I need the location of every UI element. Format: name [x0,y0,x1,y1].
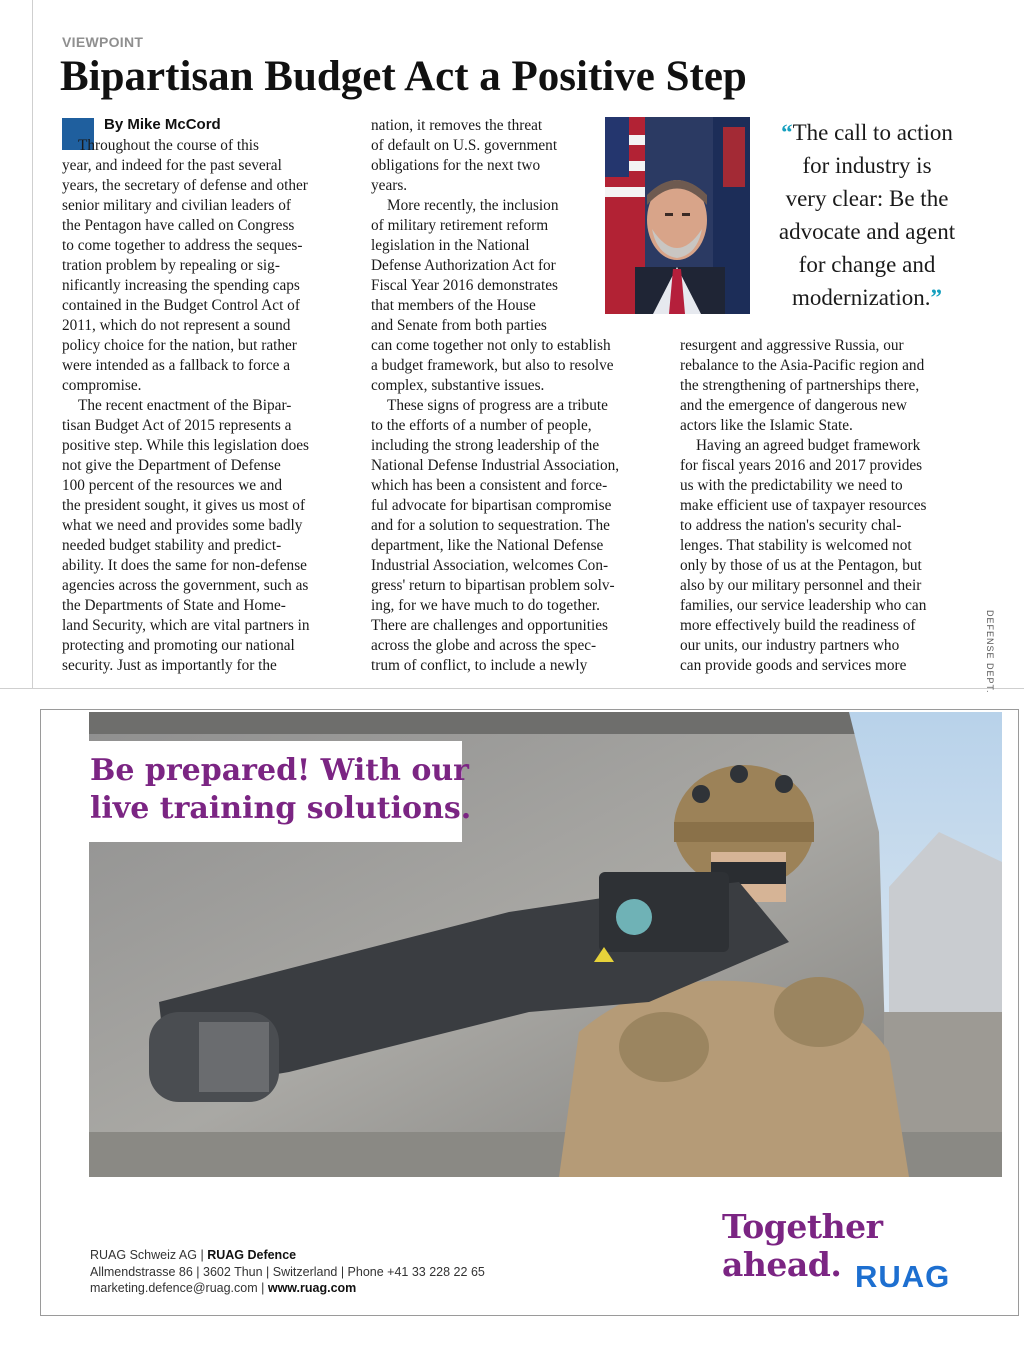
article-line: families, our service leadership who can [680,597,927,614]
article-line: to address the nation's security chal- [680,517,902,534]
article-line: and for a solution to sequestration. The [371,517,610,534]
article-line: can come together not only to establish [371,337,611,354]
article-line: not give the Department of Defense [62,457,281,474]
photo-credit: DEFENSE DEPT. [985,610,995,694]
article-line: actors like the Islamic State. [680,417,853,434]
article-line: years, the secretary of defense and other [62,177,308,194]
article-line: and the emergence of dangerous new [680,397,907,414]
article-line: needed budget stability and predict- [62,537,282,554]
article-line: including the strong leadership of the [371,437,600,454]
open-quote-mark: “ [781,120,793,145]
contact-address: Allmendstrasse 86 | 3602 Thun | Switzerland | Phone +41 33 228 22 65 [90,1264,485,1279]
article-line: to come together to address the seques- [62,237,303,254]
article-line: make efficient use of taxpayer resources [680,497,927,514]
article-line: for fiscal years 2016 and 2017 provides [680,457,923,474]
contact-division: RUAG Defence [207,1248,297,1262]
quote-line: “The call to action [781,120,953,145]
pull-quote [762,116,972,314]
article-line: to the efforts of a number of people, [371,417,592,434]
article-line: nation, it removes the threat [371,117,543,134]
article-line: Industrial Association, welcomes Con- [371,557,609,574]
quote-line: for change and [798,252,936,277]
article-line: that members of the House [371,297,536,314]
section-divider [0,688,1024,689]
article-column-2-bottom [371,336,661,676]
article-line: resurgent and aggressive Russia, our [680,337,904,354]
article-column-3 [680,336,970,676]
article-line: the president sought, it gives us most of [62,497,306,514]
article-line: The recent enactment of the Bipar- [78,397,292,414]
article-line: which has been a consistent and force- [371,477,608,494]
article-line: more effectively build the readiness of [680,617,916,634]
article-line: security. Just as importantly for the [62,657,277,674]
article-line: of military retirement reform [371,217,549,234]
article-line: lenges. That stability is welcomed not [680,537,912,554]
article-line: Fiscal Year 2016 demonstrates [371,277,558,294]
ad-headline-line: Be prepared! With our [90,753,469,788]
article-line: agencies across the government, such as [62,577,309,594]
article-line: only by those of us at the Pentagon, but [680,557,922,574]
tagline-line: ahead. [722,1245,842,1284]
article-headline: Bipartisan Budget Act a Positive Step [60,53,747,100]
article-line: gress' return to bipartisan problem solv- [371,577,615,594]
quote-line: modernization.” [791,285,943,310]
article-line: across the globe and across the spec- [371,637,597,654]
article-line: trum of conflict, to include a newly [371,657,588,674]
article-line: and Senate from both parties [371,317,547,334]
article-line: Throughout the course of this [78,137,259,154]
article-line: positive step. While this legislation does [62,437,309,454]
ruag-logo: RUAG [855,1259,951,1294]
article-line: More recently, the inclusion [387,197,559,214]
article-line: obligations for the next two [371,157,541,174]
contact-website[interactable]: www.ruag.com [267,1281,357,1295]
quote-line: for industry is [802,153,932,178]
article-line: 2011, which do not represent a sound [62,317,291,334]
article-line: the Departments of State and Home- [62,597,286,614]
author-portrait-photo [605,117,750,314]
article-line: legislation in the National [371,237,530,254]
portrait-illustration [605,117,750,314]
contact-company-line: RUAG Schweiz AG | RUAG Defence [90,1248,297,1262]
contact-company: RUAG Schweiz AG [90,1248,197,1262]
article-line: tisan Budget Act of 2015 represents a [62,417,292,434]
article-line: complex, substantive issues. [371,377,545,394]
left-margin-rule [32,0,33,688]
article-line: protecting and promoting our national [62,637,295,654]
article-line: a budget framework, but also to resolve [371,357,614,374]
quote-line: advocate and agent [778,219,956,244]
quote-line: very clear: Be the [785,186,949,211]
article-line: also by our military personnel and their [680,577,922,594]
article-line: land Security, which are vital partners in [62,617,310,634]
article-line: Having an agreed budget framework [696,437,921,454]
article-line: compromise. [62,377,142,394]
ad-contact-block [90,1247,485,1297]
article-line: year, and indeed for the past several [62,157,282,174]
article-line: ability. It does the same for non-defense [62,557,307,574]
article-line: ful advocate for bipartisan compromise [371,497,612,514]
article-line: of default on U.S. government [371,137,558,154]
article-line: were intended as a fallback to force a [62,357,291,374]
article-line: us with the predictability we need to [680,477,903,494]
article-line: These signs of progress are a tribute [387,397,608,414]
article-line: department, like the National Defense [371,537,604,554]
article-line: contained in the Budget Control Act of [62,297,300,314]
article-line: There are challenges and opportunities [371,617,609,634]
article-line: the Pentagon have called on Congress [62,217,295,234]
article-line: years. [371,177,408,194]
article-line: policy choice for the nation, but rather [62,337,297,354]
article-line: tration problem by repealing or sig- [62,257,280,274]
article-line: ing, for we have much to do together. [371,597,600,614]
article-line: what we need and provides some badly [62,517,303,534]
article-line: 100 percent of the resources we and [62,477,283,494]
byline: By Mike McCord [104,116,221,133]
contact-email[interactable]: marketing.defence@ruag.com [90,1281,258,1295]
article-column-1 [62,136,352,676]
section-kicker: VIEWPOINT [62,34,144,50]
contact-web-line: marketing.defence@ruag.com | www.ruag.com [90,1281,357,1295]
ad-headline [90,752,471,828]
article-line: our units, our industry partners who [680,637,900,654]
article-line: nificantly increasing the spending caps [62,277,300,294]
article-line: rebalance to the Asia-Pacific region and [680,357,925,374]
article-line: the strengthening of partnerships there, [680,377,920,394]
tagline-line: Together [722,1207,883,1246]
article-line: can provide goods and services more [680,657,907,674]
article-line: Defense Authorization Act for [371,257,556,274]
ad-headline-line: live training solutions. [90,791,472,826]
close-quote-mark: ” [930,285,943,310]
article-column-2-top [371,116,591,336]
article-line: senior military and civilian leaders of [62,197,291,214]
article-line: National Defense Industrial Association, [371,457,620,474]
